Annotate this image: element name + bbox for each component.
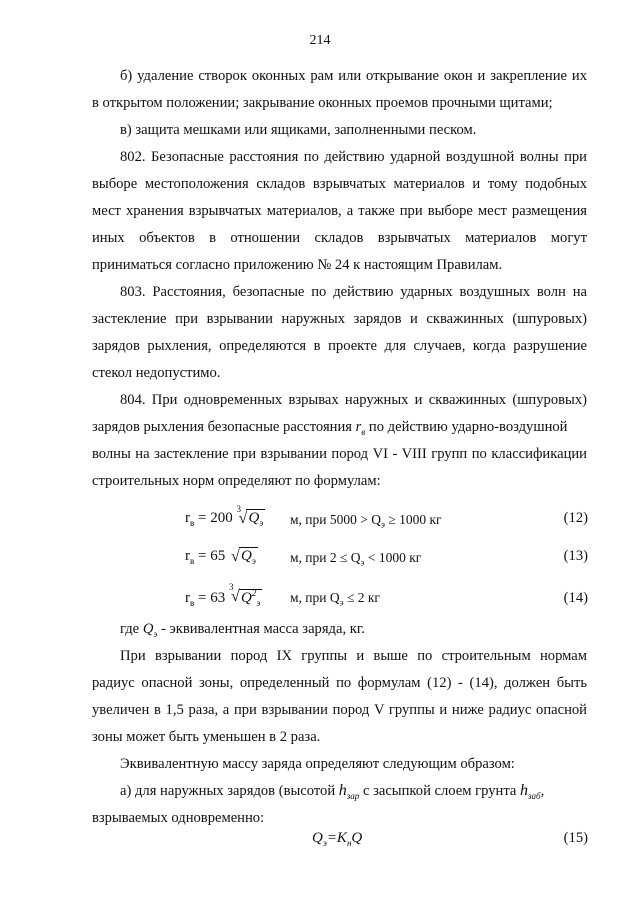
root-argument: Q: [248, 510, 260, 526]
cube-root: 3 √ $Q_э$: [236, 504, 264, 528]
text-line: радиус опасной зоны, определенный по формулам (12) - (14), должен быть: [92, 675, 587, 691]
formula-number: (13): [563, 548, 588, 564]
text-line: выборе местоположения складов взрывчатых материалов и тому подобных: [92, 176, 587, 192]
condition-tail: ≤ 2 кг: [343, 590, 380, 605]
text-span: а) для наружных зарядов (высотой: [120, 783, 339, 799]
symbol-h: h: [520, 782, 529, 799]
root-index: 3: [236, 504, 241, 514]
root-argument-sub: э: [251, 556, 256, 566]
formula-rhs-sub: н: [346, 838, 352, 848]
formula-13: $r_в = 65$ √ $Q_э$: [185, 548, 256, 566]
text-line: зарядов рыхления, определяются в проекте для случаев, когда разрушение: [92, 338, 587, 354]
text-line: взрываемых одновременно:: [92, 810, 265, 826]
text-line: зоны может быть уменьшен в 2 раза.: [92, 729, 321, 745]
condition-text: м, при 5000 > Q: [290, 512, 381, 527]
formula-14-condition: [290, 590, 380, 608]
text-span: зарядов рыхления безопасные расстояния: [92, 419, 356, 435]
symbol-subscript: зар: [346, 790, 360, 801]
text-line: иных объектов в отношении складов взрывчатых материалов могут: [92, 230, 587, 246]
text-line: [120, 782, 587, 805]
condition-tail: < 1000 кг: [364, 550, 422, 565]
symbol-subscript: в: [190, 598, 195, 608]
root-argument: Q: [240, 548, 252, 564]
symbol-r: r: [355, 419, 362, 435]
text-span: где: [120, 621, 143, 637]
symbol-subscript: в: [190, 518, 195, 528]
root-argument-sub: э: [259, 518, 264, 528]
symbol-subscript: заб: [528, 790, 541, 801]
text-span: с засыпкой слоем грунта: [359, 783, 521, 799]
page-number: 214: [309, 33, 331, 48]
text-line: стекол недопустимо.: [92, 365, 221, 381]
text-line: [92, 418, 587, 441]
text-line: 803. Расстояния, безопасные по действию ударных воздушных волн на: [120, 284, 587, 300]
condition-text: м, при 2 ≤ Q: [290, 550, 361, 565]
root-argument-sub: э: [256, 598, 261, 608]
text-line: волны на застекление при взрывании пород VI - VIII групп по классификации: [92, 446, 587, 462]
symbol-subscript: в: [190, 556, 195, 566]
condition-sub: э: [360, 557, 365, 568]
formula-13-condition: [290, 550, 421, 568]
cube-root: 3 √ $Q^2_э$: [228, 582, 261, 608]
symbol-r: r: [185, 510, 190, 526]
formula-14: $r_в = 63$ 3 √ $Q^2_э$: [185, 582, 261, 608]
root-argument: Q: [240, 590, 252, 606]
text-line: мест хранения взрывчатых материалов, а также при выборе мест размещения: [92, 203, 587, 219]
condition-text: м, при Q: [290, 590, 340, 605]
formula-lhs-sub: э: [322, 838, 327, 848]
formula-rhs-tail: Q: [351, 830, 363, 846]
text-line: б) удаление створок оконных рам или открывание окон и закрепление их: [120, 68, 587, 84]
text-line: в) защита мешками или ящиками, заполненными песком.: [120, 122, 477, 138]
text-line: увеличен в 1,5 раза, а при взрывании пород V группы и ниже радиус опасной: [92, 702, 587, 718]
root-argument-power: 2: [251, 588, 257, 598]
symbol-r: r: [185, 548, 190, 564]
formula-12: $r_в = 200$ 3 √ $Q_э$: [185, 504, 264, 528]
condition-sub: э: [339, 597, 344, 608]
text-line: Эквивалентную массу заряда определяют следующим образом:: [120, 756, 515, 772]
text-line: 802. Безопасные расстояния по действию ударной воздушной волны при: [120, 149, 587, 165]
symbol-r: r: [185, 590, 190, 606]
coefficient: 63: [210, 590, 226, 606]
symbol-subscript: э: [153, 628, 158, 639]
text-span: - эквивалентная масса заряда, кг.: [157, 621, 365, 637]
root-index: 3: [228, 582, 234, 592]
coefficient: 65: [210, 548, 226, 564]
formula-rhs: =K: [326, 830, 347, 846]
text-line: [120, 620, 587, 643]
text-line: 804. При одновременных взрывах наружных и скважинных (шпуровых): [120, 392, 587, 408]
symbol-subscript: в: [361, 426, 366, 437]
text-line: При взрывании пород IX группы и выше по строительным нормам: [120, 648, 587, 664]
symbol-q: Q: [142, 621, 154, 637]
formula-number: (12): [563, 510, 588, 526]
formula-number: (15): [563, 830, 588, 846]
text-line: застекление при взрывании наружных зарядов и скважинных (шпуровых): [92, 311, 587, 327]
coefficient: 200: [210, 510, 233, 526]
square-root: √ $Q_э$: [230, 548, 256, 566]
text-line: приниматься согласно приложению № 24 к настоящим Правилам.: [92, 257, 503, 273]
formula-15: [312, 830, 362, 848]
condition-tail: ≥ 1000 кг: [384, 512, 442, 527]
symbol-h: h: [338, 782, 347, 799]
condition-sub: э: [380, 519, 385, 530]
formula-number: (14): [563, 590, 588, 606]
text-span: по действию ударно-воздушной: [365, 419, 568, 435]
formula-12-condition: [290, 512, 442, 530]
text-line: в открытом положении; закрывание оконных проемов прочными щитами;: [92, 95, 553, 111]
text-line: строительных норм определяют по формулам:: [92, 473, 381, 489]
text-span: ,: [540, 783, 545, 799]
formula-lhs: Q: [312, 830, 323, 846]
